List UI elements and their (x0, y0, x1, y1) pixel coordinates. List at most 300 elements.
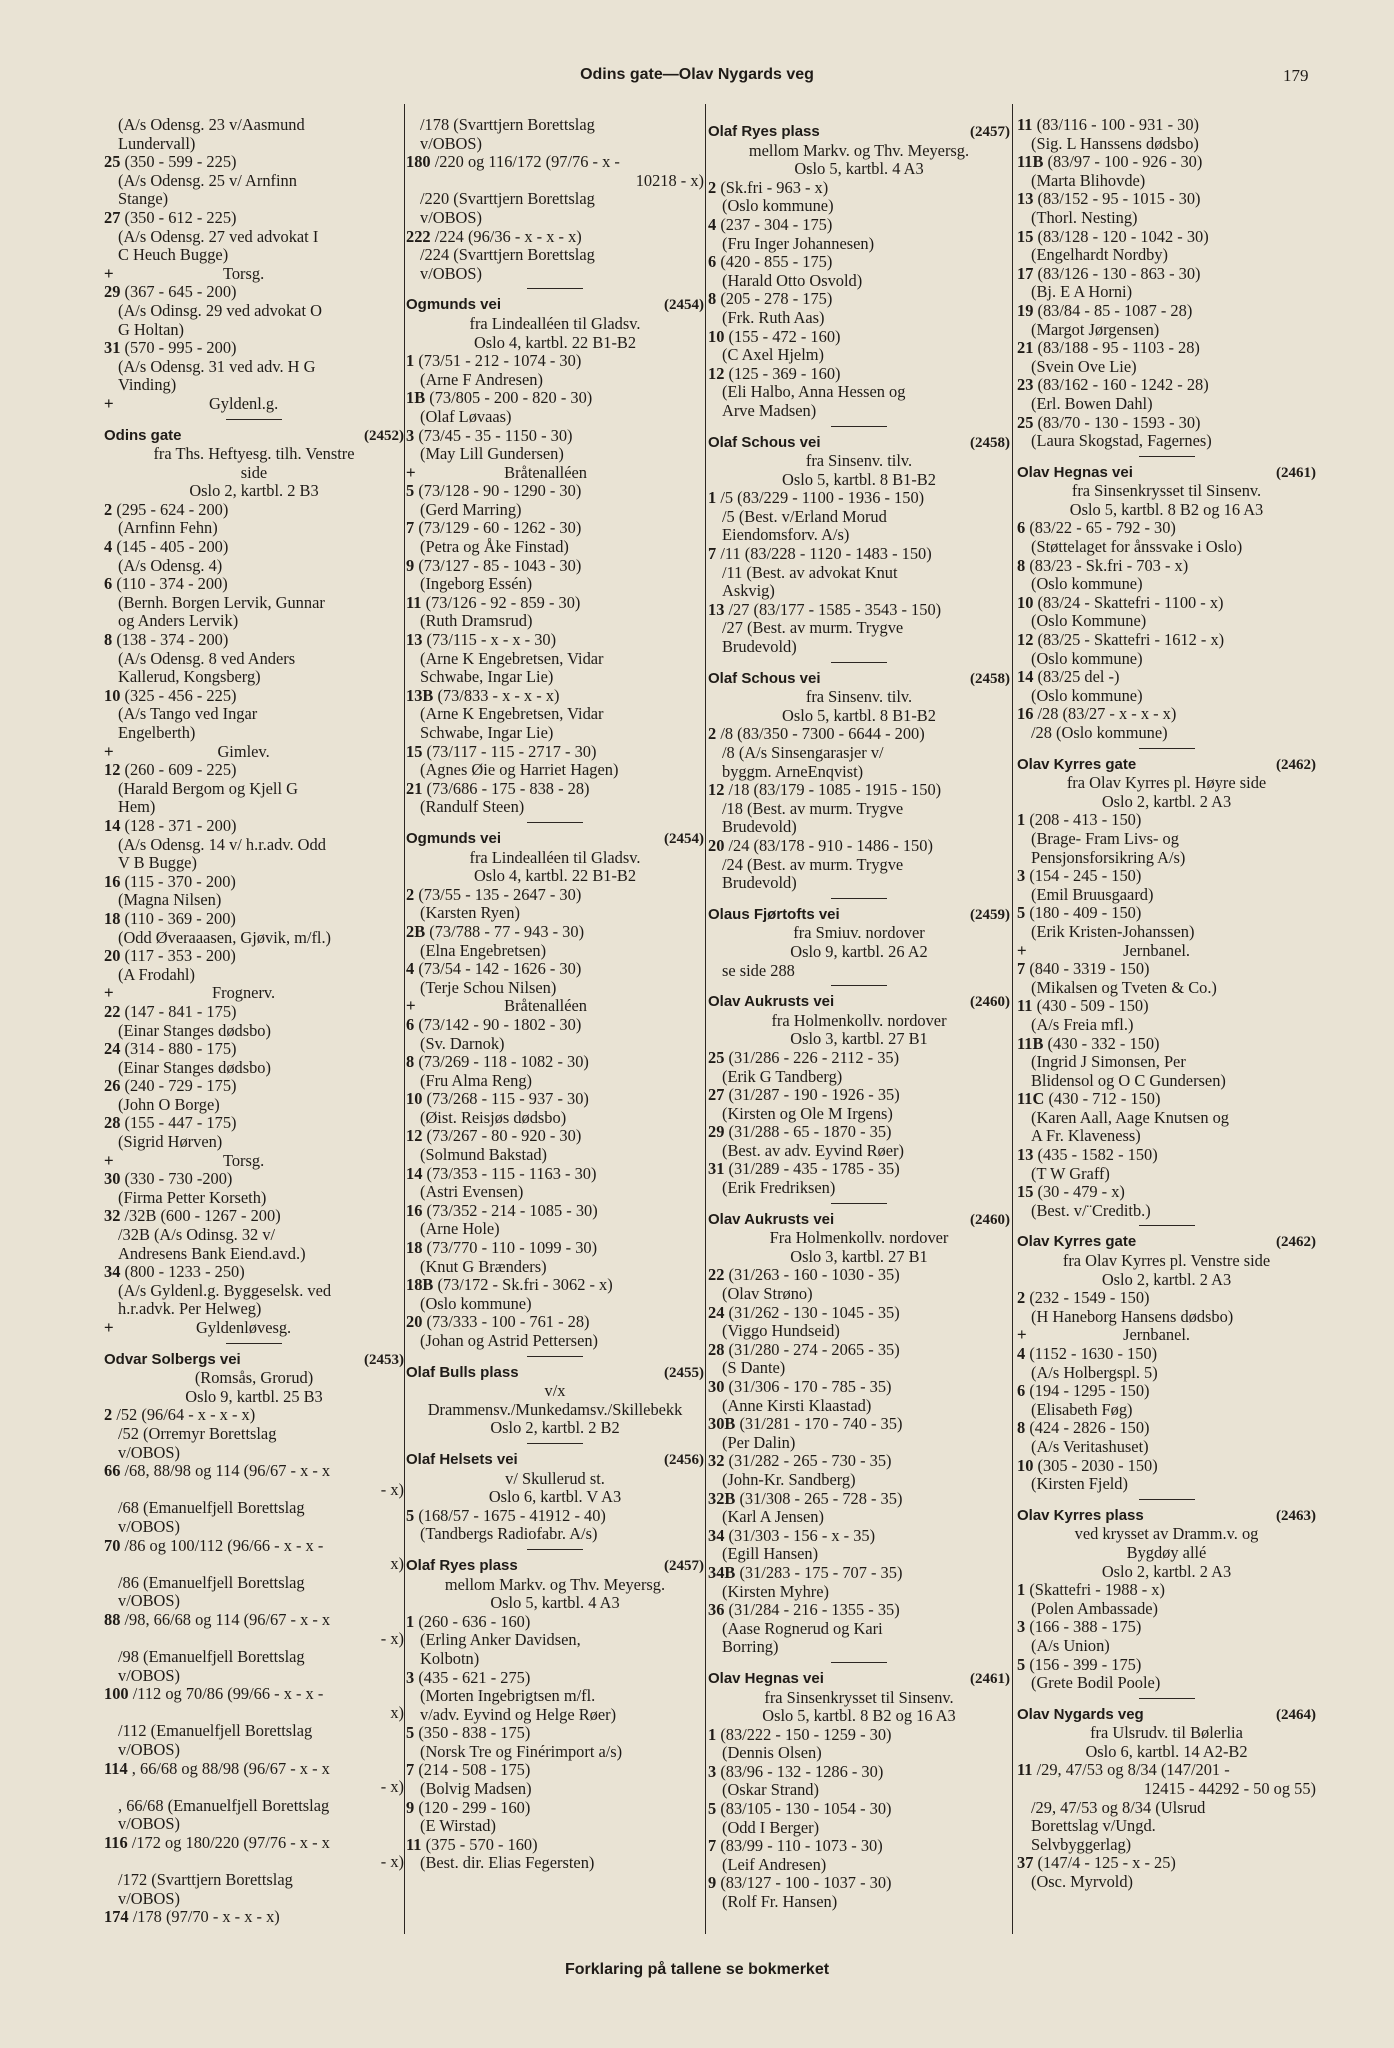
entry-values: (73/352 - 214 - 1085 - 30) (426, 1201, 598, 1220)
owner-line: v/OBOS) (118, 1889, 180, 1908)
owner-line: (Astri Evensen) (420, 1183, 524, 1202)
address-entry (1017, 376, 1316, 395)
house-number: 3 (406, 1668, 415, 1687)
entry-values: /27 (83/177 - 1585 - 3543 - 150) (728, 600, 942, 619)
street-code: (2453) (364, 1351, 404, 1368)
entry-values: (31/282 - 265 - 730 - 35) (728, 1452, 892, 1471)
owner-line: v/OBOS) (420, 208, 482, 227)
house-number: 29 (104, 283, 121, 302)
address-entry (1017, 631, 1316, 650)
address-entry (406, 1276, 704, 1295)
entry-values: (73/54 - 142 - 1626 - 30) (418, 960, 582, 979)
owner-line: (Arnfinn Fehn) (118, 519, 218, 538)
street-description: fra Holmenkollv. nordover (771, 1011, 947, 1030)
owner-line: (A/s Odinsg. 29 ved advokat O (118, 301, 322, 320)
owner-line: v/OBOS) (118, 1592, 180, 1611)
entry-values: (83/97 - 100 - 926 - 30) (1047, 153, 1203, 172)
house-number: 5 (1017, 904, 1026, 923)
street-name: Olav Kyrres gate (1017, 755, 1137, 773)
cross-street (104, 1152, 404, 1171)
entry-values: (350 - 612 - 225) (124, 208, 237, 227)
house-number: 34B (708, 1563, 736, 1582)
entry-values: /32B (600 - 1267 - 200) (124, 1207, 281, 1226)
street-description: Oslo 2, kartbl. 2 B3 (189, 482, 319, 501)
owner-line: (Karsten Ryen) (420, 904, 520, 923)
address-entry (708, 489, 1010, 508)
column-2 (406, 116, 704, 1938)
owner-line: (Arne K Engebretsen, Vidar (420, 649, 604, 668)
owner-line: (Mikalsen og Tveten & Co.) (1031, 978, 1217, 997)
entry-values: (180 - 409 - 150) (1029, 904, 1142, 923)
house-number: 18B (406, 1276, 434, 1295)
entry-values: (430 - 332 - 150) (1047, 1034, 1160, 1053)
address-entry (406, 1799, 704, 1818)
owner-line: (S Dante) (722, 1359, 786, 1378)
house-number: 8 (406, 1053, 415, 1072)
owner-line: h.r.advk. Per Helweg) (118, 1300, 262, 1319)
owner-line: (Morten Ingebrigtsen m/fl. (420, 1687, 596, 1706)
address-entry (104, 1462, 404, 1481)
street-code: (2458) (970, 670, 1010, 687)
house-number: 10 (1017, 1456, 1034, 1475)
street-code: (2458) (970, 434, 1010, 451)
entry-values: /11 (83/228 - 1120 - 1483 - 150) (720, 545, 932, 564)
address-entry (406, 594, 704, 613)
address-entry (104, 538, 404, 557)
address-entry (1017, 414, 1316, 433)
street-description: Oslo 5, kartbl. 8 B2 og 16 A3 (762, 1707, 956, 1726)
address-entry (104, 501, 404, 520)
entry-values: (155 - 472 - 160) (728, 327, 841, 346)
cross-street-icon: + (104, 394, 114, 413)
owner-line: (A/s Odensg. 27 ved advokat I (118, 227, 319, 246)
street-code: (2454) (664, 830, 704, 847)
house-number: 8 (1017, 1419, 1026, 1438)
house-number: 32 (104, 1207, 121, 1226)
owner-line: (Einar Stanges dødsbo) (118, 1058, 271, 1077)
street-description: Oslo 2, kartbl. 2 B2 (490, 1419, 620, 1438)
address-entry (406, 886, 704, 905)
owner-line: (May Lill Gundersen) (420, 445, 564, 464)
column-rule (404, 104, 405, 1934)
street-name: Olaf Ryes plass (406, 1556, 518, 1574)
entry-values: (31/289 - 435 - 1785 - 35) (728, 1160, 900, 1179)
entry-values: /224 (96/36 - x - x - x) (434, 227, 582, 246)
owner-line: /178 (Svarttjern Borettslag (420, 116, 595, 134)
address-entry (406, 228, 704, 247)
owner-line: /18 (Best. av murm. Trygve (722, 799, 904, 818)
owner-line: (Oslo kommune) (1031, 575, 1143, 594)
owner-line: (Bolvig Madsen) (420, 1780, 532, 1799)
entry-values: (330 - 730 -200) (124, 1170, 233, 1189)
owner-line: /98 (Emanuelfjell Borettslag (118, 1648, 305, 1667)
address-entry (104, 1834, 404, 1853)
street-heading (104, 427, 404, 446)
house-number: 29 (708, 1123, 725, 1142)
address-entry (104, 687, 404, 706)
owner-line: (Eli Halbo, Anna Hessen og (722, 383, 906, 402)
owner-line: (A/s Gyldenl.g. Byggeselsk. ved (118, 1281, 332, 1300)
street-name: Olaf Helsets vei (406, 1450, 518, 1468)
address-entry (406, 1127, 704, 1146)
owner-line: (Margot Jørgensen) (1031, 320, 1160, 339)
house-number: 11 (1017, 997, 1033, 1016)
entry-values: /52 (96/64 - x - x - x) (116, 1406, 256, 1425)
house-number: 3 (1017, 867, 1026, 886)
address-entry (406, 352, 704, 371)
street-code: (2459) (970, 906, 1010, 923)
owner-line: /32B (A/s Odinsg. 32 v/ (118, 1226, 276, 1245)
address-entry (1017, 228, 1316, 247)
owner-line: (Anne Kirsti Klaastad) (722, 1396, 872, 1415)
house-number: 8 (104, 631, 113, 650)
address-entry (708, 1564, 1010, 1583)
house-number: 12 (406, 1127, 423, 1146)
entry-values: /68, 88/98 og 114 (96/67 - x - x (124, 1462, 331, 1481)
address-entry (104, 1537, 404, 1556)
house-number: 15 (1017, 227, 1034, 246)
cross-street-icon: + (104, 1151, 114, 1170)
address-entry (104, 1611, 404, 1630)
address-entry (406, 1165, 704, 1184)
column-rule (1012, 104, 1013, 1934)
address-entry (708, 781, 1010, 800)
owner-line: (Sigrid Hørven) (118, 1133, 223, 1152)
house-number: 16 (104, 872, 121, 891)
street-heading (406, 1364, 704, 1383)
street-name: Olav Kyrres gate (1017, 1233, 1137, 1251)
house-number: 12 (708, 781, 725, 800)
entry-values: (83/25 del -) (1037, 668, 1120, 687)
owner-line: (Harald Bergom og Kjell G (118, 779, 298, 798)
entry-continuation: 12415 - 44292 - 50 og 55) (1143, 1780, 1316, 1799)
section-divider (831, 426, 887, 427)
entry-values: (83/22 - 65 - 792 - 30) (1029, 519, 1176, 538)
owner-line: Borring) (722, 1638, 779, 1657)
house-number: 28 (708, 1340, 725, 1359)
entry-values: (117 - 353 - 200) (124, 947, 236, 966)
house-number: 2 (1017, 1289, 1026, 1308)
address-entry (708, 328, 1010, 347)
house-number: 3 (406, 426, 415, 445)
address-entry (1017, 557, 1316, 576)
street-description: Oslo 2, kartbl. 2 A3 (1101, 1270, 1232, 1289)
house-number: 18 (406, 1239, 423, 1258)
owner-line: (A/s Odensg. 23 v/Aasmund (118, 116, 305, 134)
entry-continuation: 10218 - x) (635, 171, 704, 190)
owner-line: v/OBOS) (420, 134, 482, 153)
owner-line: /52 (Orremyr Borettslag (118, 1424, 277, 1443)
address-entry (406, 1669, 704, 1688)
cross-street-icon: + (104, 264, 114, 283)
street-description: Oslo 5, kartbl. 4 A3 (490, 1594, 620, 1613)
owner-line: (C Axel Hjelm) (722, 346, 824, 365)
entry-values: (83/24 - Skattefri - 1100 - x) (1037, 593, 1224, 612)
street-heading (406, 1557, 704, 1576)
entry-values: (30 - 479 - x) (1037, 1183, 1125, 1202)
entry-values: (73/142 - 90 - 1802 - 30) (418, 1015, 582, 1034)
cross-street-name: Jernbanel. (1123, 941, 1191, 960)
owner-line: Borettslag v/Ungd. (1031, 1817, 1156, 1836)
street-heading (104, 1351, 404, 1370)
house-number: 2 (104, 1406, 113, 1425)
owner-line: (Ingeborg Essén) (420, 575, 533, 594)
house-number: 26 (104, 1077, 121, 1096)
owner-line: /27 (Best. av murm. Trygve (722, 619, 904, 638)
address-entry (104, 1040, 404, 1059)
house-number: 6 (708, 253, 717, 272)
address-entry (708, 290, 1010, 309)
address-entry (708, 1378, 1010, 1397)
entry-values: (73/333 - 100 - 761 - 28) (426, 1313, 590, 1332)
street-heading (406, 830, 704, 849)
entry-values: (314 - 880 - 175) (124, 1040, 237, 1059)
owner-line: (Best. dir. Elias Fegersten) (420, 1854, 595, 1873)
owner-line: /8 (A/s Sinsengarasjer v/ (722, 744, 884, 762)
address-entry (1017, 997, 1316, 1016)
address-entry (1017, 960, 1316, 979)
owner-line: Engelberth) (118, 724, 196, 742)
address-entry (1017, 1090, 1316, 1109)
street-name: Olaf Bulls plass (406, 1363, 519, 1381)
owner-line: /172 (Svarttjern Borettslag (118, 1871, 293, 1890)
address-entry (406, 631, 704, 650)
entry-values: (154 - 245 - 150) (1029, 867, 1142, 886)
house-number: 3 (1017, 1618, 1026, 1637)
address-entry (104, 873, 404, 892)
address-entry (104, 1760, 404, 1779)
owner-line: Pensjonsforsikring A/s) (1031, 848, 1186, 867)
owner-line: /112 (Emanuelfjell Borettslag (118, 1722, 313, 1741)
owner-line: v/OBOS) (118, 1666, 180, 1685)
owner-line: (Gerd Marring) (420, 500, 522, 519)
address-entry (406, 427, 704, 446)
house-number: 31 (708, 1160, 725, 1179)
street-heading (708, 434, 1010, 453)
section-divider (527, 822, 583, 823)
owner-line: /28 (Oslo kommune) (1031, 724, 1168, 742)
house-number: 3 (708, 1762, 717, 1781)
address-entry (708, 545, 1010, 564)
entry-values: /220 og 116/172 (97/76 - x - (434, 153, 620, 172)
address-entry (708, 1763, 1010, 1782)
entry-continuation: - x) (380, 1629, 404, 1648)
address-entry (104, 631, 404, 650)
cross-street-name: Jernbanel. (1123, 1326, 1191, 1345)
entry-values: (83/128 - 120 - 1042 - 30) (1037, 227, 1209, 246)
street-code: (2463) (1276, 1507, 1316, 1524)
owner-line: Askvig) (722, 582, 775, 601)
owner-line: /29, 47/53 og 8/34 (Ulsrud (1031, 1798, 1206, 1817)
entry-values: (295 - 624 - 200) (116, 500, 229, 519)
section-divider (831, 1203, 887, 1204)
street-code: (2454) (664, 297, 704, 314)
house-number: 24 (708, 1303, 725, 1322)
entry-values: (424 - 2826 - 150) (1029, 1419, 1150, 1438)
cross-street-icon: + (104, 1319, 114, 1337)
entry-values: (125 - 369 - 160) (728, 364, 841, 383)
house-number: 1 (1017, 811, 1026, 830)
entry-values: (73/55 - 135 - 2647 - 30) (418, 885, 582, 904)
street-description: v/x (544, 1382, 566, 1401)
address-entry (406, 780, 704, 799)
owner-line: /68 (Emanuelfjell Borettslag (118, 1499, 305, 1518)
owner-line: (A/s Tango ved Ingar (118, 705, 258, 724)
street-description: ved krysset av Dramm.v. og (1074, 1525, 1259, 1544)
owner-line: (Petra og Åke Finstad) (420, 538, 569, 557)
owner-line: Brudevold) (722, 874, 797, 893)
house-number: 36 (708, 1601, 725, 1620)
owner-line: (Aase Rognerud og Kari (722, 1619, 883, 1638)
owner-line: (Olav Strøno) (722, 1285, 813, 1304)
address-entry (104, 761, 404, 780)
owner-line: (Arne Hole) (420, 1220, 500, 1239)
house-number: 5 (406, 482, 415, 501)
owner-line: /5 (Best. v/Erland Morud (722, 507, 887, 526)
entry-values: (430 - 712 - 150) (1048, 1090, 1161, 1109)
owner-line: (Sig. L Hanssens dødsbo) (1031, 134, 1199, 153)
entry-values: , 66/68 og 88/98 (96/67 - x - x (131, 1759, 330, 1778)
entry-values: (83/70 - 130 - 1593 - 30) (1037, 413, 1201, 432)
entry-values: (214 - 508 - 175) (418, 1761, 531, 1780)
house-number: 1 (406, 352, 415, 371)
owner-line: (Engelhardt Nordby) (1031, 246, 1168, 265)
owner-line: (Olaf Løvaas) (420, 407, 512, 426)
house-number: 2 (104, 500, 113, 519)
owner-line: v/OBOS) (118, 1815, 180, 1834)
owner-line: (Erling Anker Davidsen, (420, 1631, 581, 1650)
entry-values: /8 (83/350 - 7300 - 6644 - 200) (720, 725, 925, 744)
owner-line: V B Bugge) (118, 854, 197, 873)
street-heading (708, 670, 1010, 689)
entry-continuation: - x) (380, 1852, 404, 1871)
owner-line: /11 (Best. av advokat Knut (722, 563, 898, 582)
owner-line: (Erl. Bowen Dahl) (1031, 394, 1153, 413)
owner-line: (A/s Odensg. 31 ved adv. H G (118, 357, 316, 376)
house-number: 20 (104, 947, 121, 966)
entry-values: (325 - 456 - 225) (124, 686, 237, 705)
entry-values: (73/833 - x - x - x) (437, 686, 560, 705)
entry-values: (375 - 570 - 160) (425, 1835, 538, 1854)
house-number: 22 (708, 1266, 725, 1285)
owner-line: (H Haneborg Hansens dødsbo) (1031, 1307, 1234, 1326)
entry-values: (31/262 - 130 - 1045 - 35) (728, 1303, 900, 1322)
house-number: 27 (104, 208, 121, 227)
owner-line: (Erik Fredriksen) (722, 1179, 836, 1198)
address-entry (1017, 594, 1316, 613)
address-entry (708, 1266, 1010, 1285)
address-entry (406, 687, 704, 706)
owner-line: (Sv. Darnok) (420, 1034, 505, 1053)
entry-values: (168/57 - 1675 - 41912 - 40) (418, 1506, 606, 1525)
address-entry (406, 1053, 704, 1072)
street-name: Olaus Fjørtofts vei (708, 905, 840, 923)
owner-line: Brudevold) (722, 818, 797, 837)
house-number: 25 (708, 1048, 725, 1067)
owner-line: , 66/68 (Emanuelfjell Borettslag (118, 1796, 330, 1815)
street-heading (1017, 1507, 1316, 1526)
address-entry (1017, 1457, 1316, 1476)
address-entry (708, 1341, 1010, 1360)
house-number: 16 (406, 1201, 423, 1220)
owner-line: (Best. v/¨Creditb.) (1031, 1201, 1151, 1220)
cross-street-name: Torsg. (222, 264, 265, 283)
address-entry (1017, 904, 1316, 923)
street-heading (708, 123, 1010, 142)
entry-values: (73/117 - 115 - 2717 - 30) (426, 742, 597, 761)
owner-line: (Kirsten og Ole M Irgens) (722, 1104, 893, 1123)
address-entry (406, 1613, 704, 1632)
address-entry (1017, 1419, 1316, 1438)
entry-values: (83/105 - 130 - 1054 - 30) (720, 1800, 892, 1819)
address-entry (1017, 1618, 1316, 1637)
owner-line: Eiendomsforv. A/s) (722, 526, 850, 545)
owner-line: (Elna Engebretsen) (420, 941, 547, 960)
house-number: 28 (104, 1114, 121, 1133)
entry-values: (73/686 - 175 - 838 - 28) (426, 779, 590, 798)
street-description: Oslo 2, kartbl. 2 A3 (1101, 1562, 1232, 1581)
address-entry (104, 817, 404, 836)
street-description: v/ Skullerud st. (505, 1469, 605, 1488)
entry-values: (232 - 1549 - 150) (1029, 1289, 1150, 1308)
address-entry (104, 339, 404, 358)
entry-values: (73/127 - 85 - 1043 - 30) (418, 556, 582, 575)
address-entry (708, 1874, 1010, 1893)
page-number: 179 (1283, 66, 1309, 85)
street-name: Olaf Schous vei (708, 669, 821, 687)
street-description: fra Lindealléen til Gladsv. (469, 848, 641, 867)
address-entry (1017, 668, 1316, 687)
cross-street (104, 265, 404, 284)
owner-line: (Oslo kommune) (420, 1294, 532, 1313)
address-entry (708, 837, 1010, 856)
entry-values: (840 - 3319 - 150) (1029, 960, 1150, 979)
entry-values: /24 (83/178 - 910 - 1486 - 150) (728, 836, 933, 855)
street-name: Odins gate (104, 426, 182, 444)
entry-values: (260 - 636 - 160) (418, 1612, 531, 1631)
street-description: fra Sinsenv. tilv. (805, 452, 913, 471)
entry-values: (435 - 621 - 275) (418, 1668, 531, 1687)
entry-values: (73/788 - 77 - 943 - 30) (429, 922, 585, 941)
entry-values: /86 og 100/112 (96/66 - x - x - (124, 1536, 324, 1555)
house-number: 66 (104, 1462, 121, 1481)
owner-line: (Tandbergs Radiofabr. A/s) (420, 1525, 598, 1544)
owner-line: (Karen Aall, Aage Knutsen og (1031, 1108, 1229, 1127)
entry-values: (73/770 - 110 - 1099 - 30) (426, 1239, 598, 1258)
address-entry (104, 153, 404, 172)
address-entry (406, 1239, 704, 1258)
street-description: Drammensv./Munkedamsv./Skillebekk (427, 1400, 683, 1419)
owner-line: (Odd Øveraaasen, Gjøvik, m/fl.) (118, 928, 332, 947)
house-number: 8 (1017, 556, 1026, 575)
owner-line: (Leif Andresen) (722, 1855, 827, 1874)
entry-continuation: - x) (380, 1778, 404, 1797)
entry-values: (138 - 374 - 200) (116, 631, 229, 650)
entry-values: /29, 47/53 og 8/34 (147/201 - (1036, 1761, 1230, 1780)
entry-values: (570 - 995 - 200) (124, 339, 237, 358)
entry-values: (430 - 509 - 150) (1036, 997, 1149, 1016)
entry-values: (31/287 - 190 - 1926 - 35) (728, 1086, 900, 1105)
street-name: Olav Aukrusts vei (708, 993, 835, 1011)
house-number: 11B (1017, 1034, 1044, 1053)
cross-street-icon: + (406, 463, 416, 482)
entry-values: (83/188 - 95 - 1103 - 28) (1037, 339, 1200, 358)
owner-line: A Fr. Klaveness) (1031, 1127, 1141, 1146)
entry-values: (147 - 841 - 175) (124, 1002, 237, 1021)
owner-line: Selvbyggerlag) (1031, 1835, 1132, 1854)
owner-line: (Fru Alma Reng) (420, 1071, 532, 1090)
entry-values: (73/128 - 90 - 1290 - 30) (418, 482, 582, 501)
